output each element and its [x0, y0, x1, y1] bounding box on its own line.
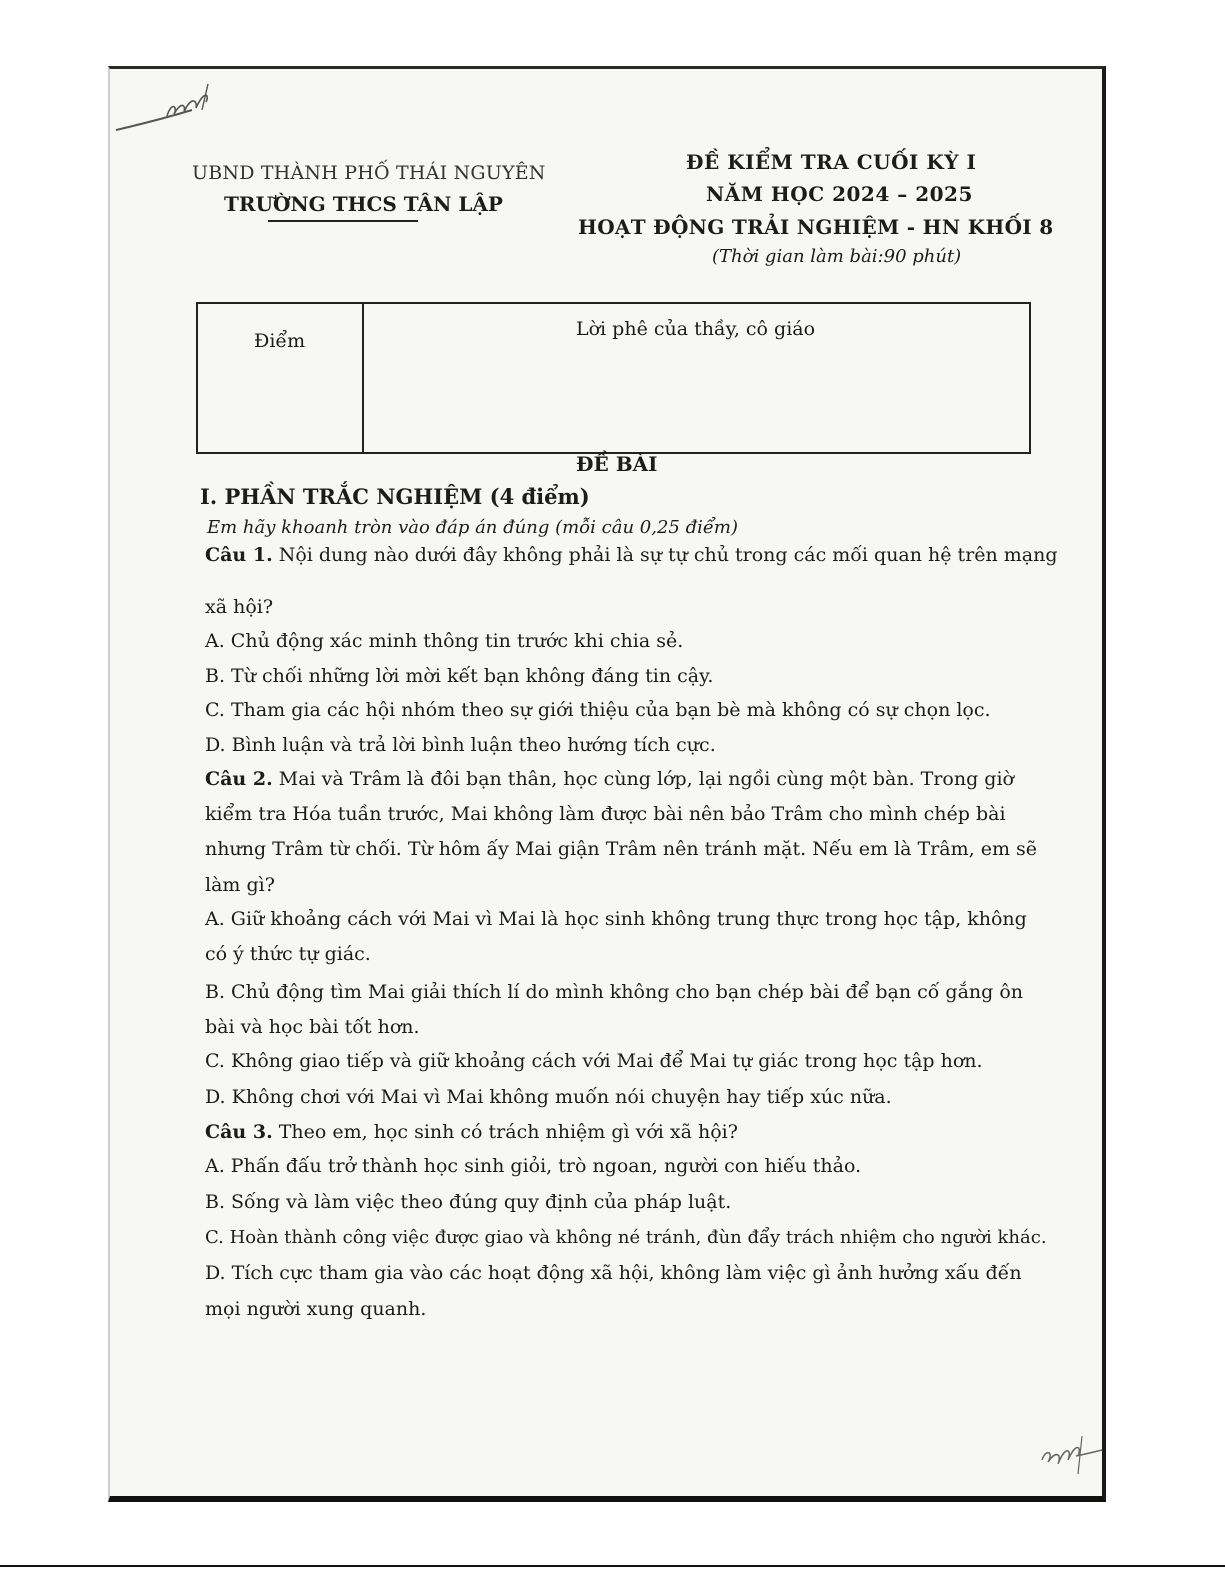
exam-title: ĐỀ BÀI: [576, 452, 658, 476]
exam-name: ĐỀ KIỂM TRA CUỐI KỲ I: [686, 150, 977, 174]
question-2-text-cont-3: làm gì?: [205, 874, 275, 896]
question-1-text: Nội dung nào dưới đây không phải là sự tự chủ trong các mối quan hệ trên mạng: [272, 544, 1058, 566]
q3-option-d-cont: mọi người xung quanh.: [205, 1298, 427, 1320]
question-1-text-cont: xã hội?: [205, 596, 274, 618]
question-2-label: Câu 2.: [205, 768, 273, 790]
q1-option-d: D. Bình luận và trả lời bình luận theo hướng tích cực.: [205, 734, 716, 756]
school-year: NĂM HỌC 2024 – 2025: [706, 182, 973, 206]
q2-option-b: B. Chủ động tìm Mai giải thích lí do mình không cho bạn chép bài để bạn cố gắng ôn: [205, 981, 1024, 1003]
q3-option-a: A. Phấn đấu trở thành học sinh giỏi, trò ngoan, người con hiếu thảo.: [205, 1155, 862, 1177]
question-1-label: Câu 1.: [205, 544, 273, 566]
question-2: [205, 768, 1014, 790]
question-3: [205, 1121, 738, 1143]
q2-option-a-cont: có ý thức tự giác.: [205, 943, 371, 965]
section-title: I. PHẦN TRẮC NGHIỆM (4 điểm): [200, 484, 590, 509]
q3-option-c: C. Hoàn thành công việc được giao và không né tránh, đùn đẩy trách nhiệm cho người khác.: [205, 1227, 1047, 1248]
section-instruction: Em hãy khoanh tròn vào đáp án đúng (mỗi câu 0,25 điểm): [207, 517, 739, 538]
scan-bottom-edge: [0, 1565, 1225, 1587]
subject-grade: HOẠT ĐỘNG TRẢI NGHIỆM - HN KHỐI 8: [578, 215, 1054, 239]
q2-option-b-cont: bài và học bài tốt hơn.: [205, 1016, 420, 1038]
q1-option-a: A. Chủ động xác minh thông tin trước khi chia sẻ.: [205, 630, 684, 652]
question-2-text-cont-2: nhưng Trâm từ chối. Từ hôm ấy Mai giận Trâm nên tránh mặt. Nếu em là Trâm, em sẽ: [205, 838, 1038, 860]
signature-bottom: [1036, 1430, 1106, 1480]
q2-option-a: A. Giữ khoảng cách với Mai vì Mai là học sinh không trung thực trong học tập, không: [205, 908, 1027, 930]
authority-name: UBND THÀNH PHỐ THÁI NGUYÊN: [192, 162, 546, 184]
question-2-text: Mai và Trâm là đôi bạn thân, học cùng lớp, lại ngồi cùng một bàn. Trong giờ: [272, 768, 1014, 790]
q3-option-b: B. Sống và làm việc theo đúng quy định của pháp luật.: [205, 1191, 732, 1213]
question-2-text-cont-1: kiểm tra Hóa tuần trước, Mai không làm được bài nên bảo Trâm cho mình chép bài: [205, 803, 1006, 825]
q2-option-c: C. Không giao tiếp và giữ khoảng cách với Mai để Mai tự giác trong học tập hơn.: [205, 1050, 983, 1072]
question-3-text: Theo em, học sinh có trách nhiệm gì với xã hội?: [272, 1121, 738, 1143]
question-1: [205, 544, 1058, 566]
question-3-label: Câu 3.: [205, 1121, 273, 1143]
q2-option-d: D. Không chơi với Mai vì Mai không muốn nói chuyện hay tiếp xúc nữa.: [205, 1086, 892, 1108]
school-underline: [268, 220, 418, 222]
school-name: TRƯỜNG THCS TÂN LẬP: [224, 192, 503, 216]
time-allowed: (Thời gian làm bài:90 phút): [712, 246, 962, 267]
q1-option-c: C. Tham gia các hội nhóm theo sự giới thiệu của bạn bè mà không có sự chọn lọc.: [205, 699, 991, 721]
q1-option-b: B. Từ chối những lời mời kết bạn không đáng tin cậy.: [205, 665, 714, 687]
table-divider: [362, 304, 364, 452]
q3-option-d: D. Tích cực tham gia vào các hoạt động xã hội, không làm việc gì ảnh hưởng xấu đến: [205, 1262, 1022, 1284]
score-comment-table: [196, 302, 1031, 454]
teacher-comment-label: Lời phê của thầy, cô giáo: [576, 318, 816, 340]
score-label: Điểm: [254, 330, 306, 352]
signature-top: [112, 80, 222, 140]
